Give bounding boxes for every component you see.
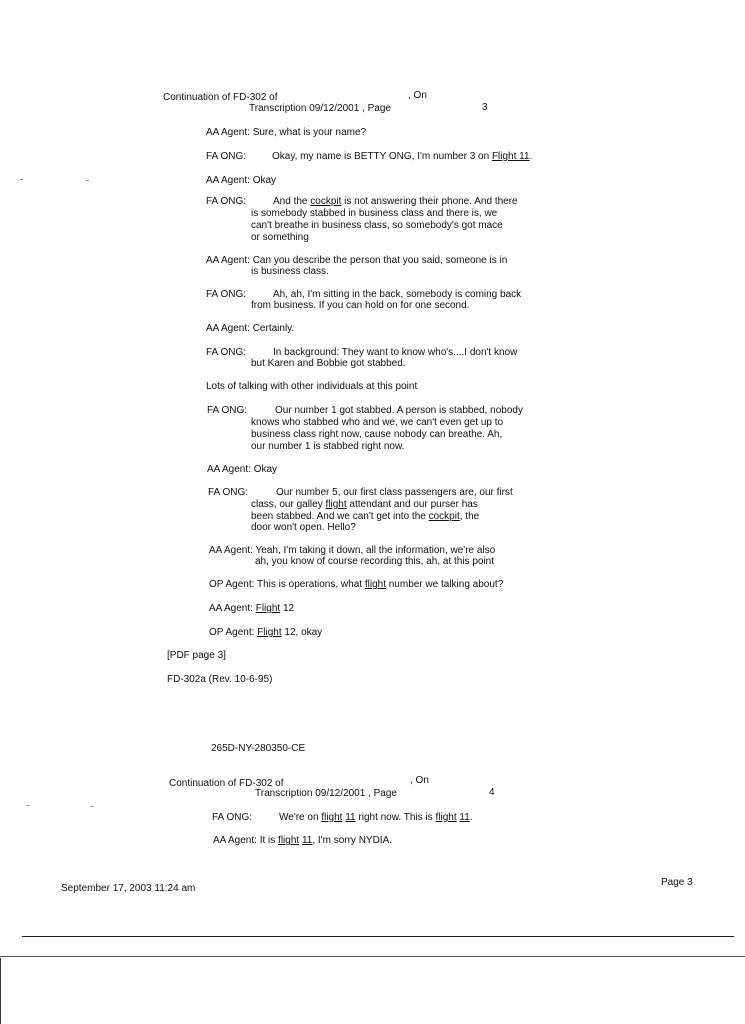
- transcription-date: Transcription 09/12/2001 , Page: [249, 103, 391, 114]
- speaker-label: FA ONG:: [206, 347, 247, 358]
- line-text: right now. This is: [355, 812, 436, 823]
- page-number: 3: [482, 102, 488, 113]
- line-text: , the: [459, 511, 480, 522]
- flight-link: flight: [325, 499, 347, 510]
- scan-speck: [20, 179, 23, 180]
- cockpit-link: cockpit: [428, 511, 460, 522]
- flight-link: flight: [321, 812, 343, 823]
- transcript-line: [209, 579, 503, 591]
- transcript-line: knows who stabbed who and we, we can't even get up to: [251, 417, 504, 428]
- transcript-line: [206, 151, 532, 163]
- transcript-line: [206, 347, 517, 359]
- transcript-line: [212, 812, 473, 824]
- line-text: 12: [280, 603, 295, 614]
- transcript-line: [207, 405, 523, 417]
- line-text: attendant and our purser has: [346, 499, 478, 510]
- flight-link: Flight 11: [491, 151, 530, 162]
- speaker-label: FA ONG:: [206, 289, 247, 300]
- cockpit-link: cockpit: [310, 196, 342, 207]
- form-revision: FD-302a (Rev. 10-6-95): [167, 674, 273, 685]
- line-text: is not answering their phone. And there: [341, 196, 518, 207]
- line-text: Ah, ah, I'm sitting in the back, somebody is coming back: [273, 289, 522, 300]
- flight-number-link: 11: [459, 812, 470, 823]
- line-text: We're on: [279, 812, 322, 823]
- line-text: OP Agent:: [209, 627, 258, 638]
- transcript-line: AA Agent: Okay: [207, 464, 278, 475]
- line-text: .: [529, 151, 533, 162]
- transcript-line: [206, 289, 521, 301]
- line-text: OP Agent: This is operations, what: [209, 579, 365, 590]
- continuation-label: Continuation of FD-302 of: [163, 92, 278, 103]
- transcript-line: door won't open. Hello?: [251, 522, 356, 533]
- transcript-line: [209, 603, 294, 615]
- line-text: class, our galley: [251, 499, 326, 510]
- page-number: 4: [489, 787, 495, 798]
- flight-link: flight: [364, 579, 386, 590]
- transcript-line: is somebody stabbed in business class and there is, we: [251, 208, 498, 219]
- continuation-label: Continuation of FD-302 of: [169, 778, 284, 789]
- transcript-line: is business class.: [251, 266, 329, 277]
- transcript-line: can't breathe in business class, so somebody's got mace: [251, 220, 503, 231]
- transcription-date: Transcription 09/12/2001 , Page: [255, 788, 397, 799]
- on-label: , On: [408, 90, 427, 101]
- transcript-line: ah, you know of course recording this, ah, at this point: [255, 556, 495, 567]
- line-text: , I'm sorry NYDIA.: [312, 835, 393, 846]
- line-text: .: [469, 812, 473, 823]
- line-text: Our number 5, our first class passengers are, our first: [276, 487, 513, 498]
- flight-number-link: 11: [345, 812, 356, 823]
- line-text: And the: [273, 196, 311, 207]
- flight-link: flight: [435, 812, 457, 823]
- transcript-line: [213, 835, 392, 847]
- line-text: 12, okay: [281, 627, 323, 638]
- line-text: AA Agent: It is: [213, 835, 279, 846]
- transcript-line: [251, 499, 478, 511]
- transcript-line: AA Agent: Okay: [206, 175, 277, 186]
- transcript-line: but Karen and Bobbie got stabbed.: [251, 358, 406, 369]
- line-text: been stabbed. And we can't get into the: [251, 511, 429, 522]
- scan-rule: [22, 936, 734, 937]
- pdf-page-marker: [PDF page 3]: [167, 650, 226, 661]
- transcript-line: Lots of talking with other individuals at this point: [206, 381, 418, 392]
- transcript-line: AA Agent: Yeah, I'm taking it down, all the information, we're also: [209, 545, 496, 556]
- transcript-line: our number 1 is stabbed right now.: [251, 441, 405, 452]
- scan-speck: [86, 180, 89, 181]
- line-text: AA Agent:: [209, 603, 256, 614]
- scan-rule: [0, 956, 745, 957]
- transcript-line: AA Agent: Can you describe the person that you said, someone is in: [206, 255, 508, 266]
- flight-number-link: 11: [301, 835, 313, 846]
- flight-link: flight: [278, 835, 300, 846]
- transcript-line: [208, 487, 513, 499]
- footer-page-number: Page 3: [661, 877, 693, 888]
- flight-link: Flight: [257, 627, 282, 638]
- flight-link: Flight: [255, 603, 281, 614]
- scan-speck: [26, 805, 29, 806]
- speaker-label: FA ONG:: [206, 151, 247, 162]
- transcript-line: business class right now, cause nobody can breathe. Ah,: [251, 429, 503, 440]
- speaker-label: FA ONG:: [208, 487, 249, 498]
- transcript-line: [206, 196, 518, 208]
- scan-margin-line: [0, 958, 1, 1024]
- case-number: 265D-NY-280350-CE: [211, 743, 306, 754]
- line-text: In background: They want to know who's....I don't know: [273, 347, 518, 358]
- speaker-label: FA ONG:: [206, 196, 247, 207]
- speaker-label: FA ONG:: [212, 812, 253, 823]
- print-timestamp: September 17, 2003 11:24 am: [61, 883, 196, 894]
- line-text: Okay, my name is BETTY ONG, I'm number 3 on: [272, 151, 492, 162]
- transcript-line: [209, 627, 322, 639]
- on-label: , On: [410, 775, 429, 786]
- speaker-label: FA ONG:: [207, 405, 248, 416]
- transcript-line: from business. If you can hold on for one second.: [251, 300, 470, 311]
- transcript-line: [251, 511, 479, 523]
- scan-speck: [90, 806, 93, 807]
- transcript-line: AA Agent: Sure, what is your name?: [206, 127, 367, 138]
- transcript-line: or something: [251, 232, 309, 243]
- line-text: number we talking about?: [385, 579, 504, 590]
- transcript-line: AA Agent: Certainly.: [206, 323, 295, 334]
- line-text: Our number 1 got stabbed. A person is stabbed, nobody: [275, 405, 523, 416]
